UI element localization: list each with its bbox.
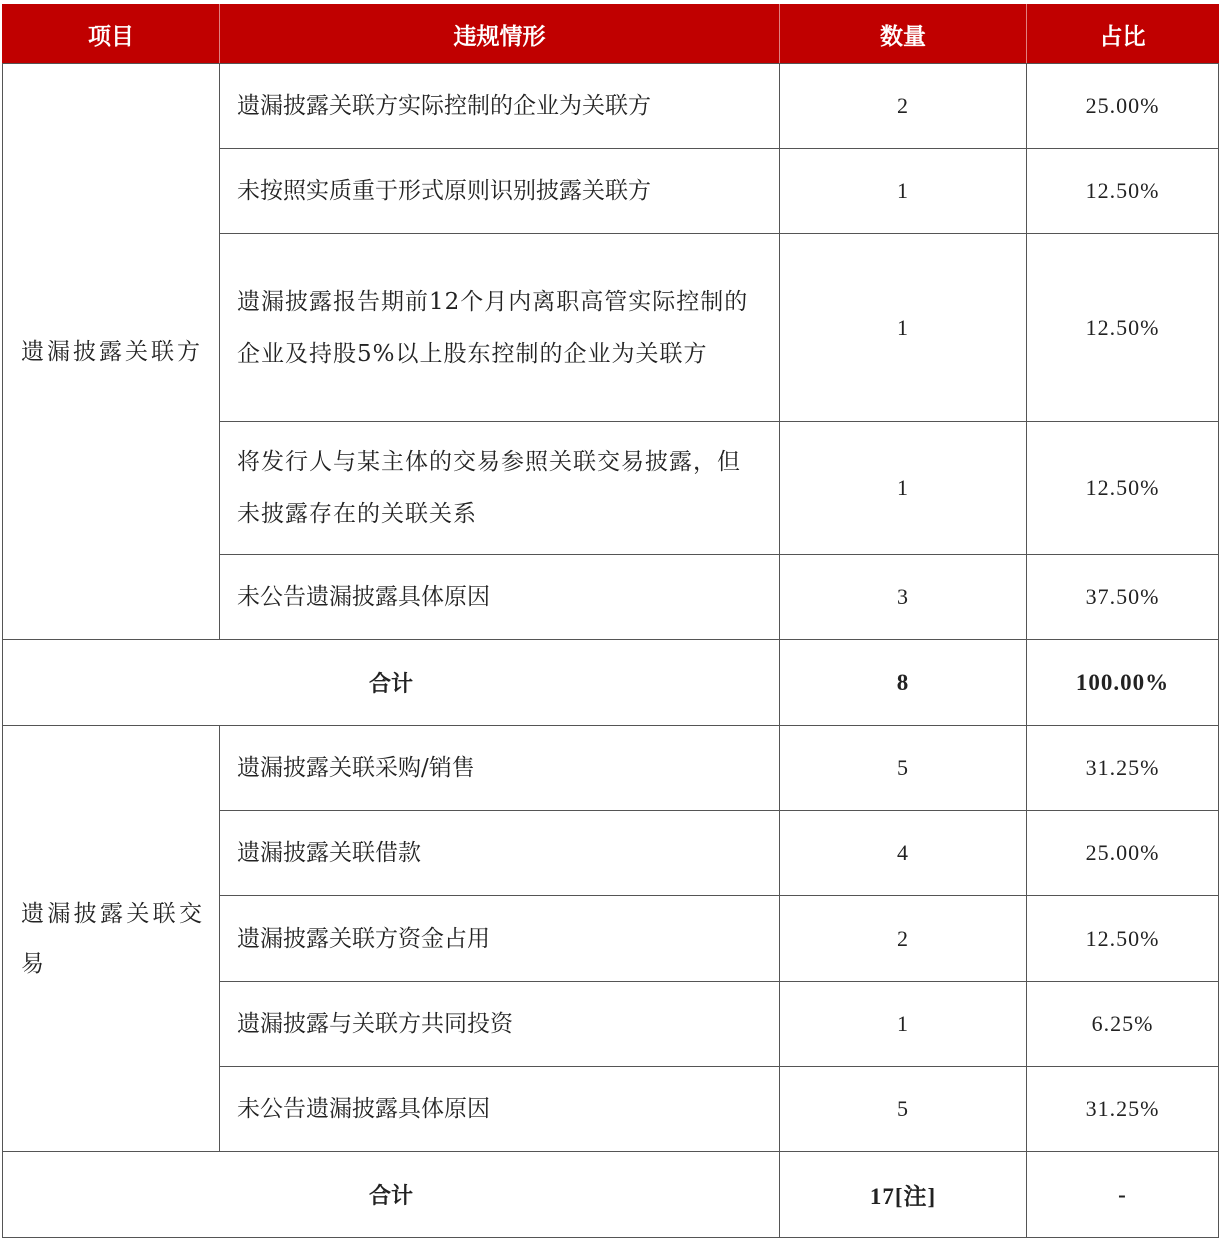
count-cell: 3 [780, 555, 1027, 640]
category-cell: 遗漏披露关联交易 [3, 726, 220, 1152]
table-header-row [3, 5, 1219, 64]
ratio-cell: 25.00% [1027, 64, 1219, 149]
count-cell: 5 [780, 1067, 1027, 1152]
header-item: 项目 [3, 5, 220, 64]
ratio-cell: 12.50% [1027, 149, 1219, 234]
ratio-cell: 31.25% [1027, 1067, 1219, 1152]
total-label: 合计 [3, 640, 780, 726]
ratio-cell: 6.25% [1027, 982, 1219, 1067]
header-count: 数量 [780, 5, 1027, 64]
total-row [3, 1152, 1219, 1238]
header-violation: 违规情形 [220, 5, 780, 64]
ratio-cell: 37.50% [1027, 555, 1219, 640]
violations-table [2, 4, 1219, 1238]
table-row [3, 726, 1219, 811]
violation-cell: 未按照实质重于形式原则识别披露关联方 [220, 149, 780, 234]
violation-cell: 遗漏披露报告期前12个月内离职高管实际控制的企业及持股5%以上股东控制的企业为关联方 [220, 234, 780, 422]
ratio-cell: 31.25% [1027, 726, 1219, 811]
count-cell: 4 [780, 811, 1027, 896]
count-cell: 1 [780, 149, 1027, 234]
ratio-cell: 12.50% [1027, 896, 1219, 982]
ratio-cell: 25.00% [1027, 811, 1219, 896]
total-row [3, 640, 1219, 726]
violation-cell: 遗漏披露关联借款 [220, 811, 780, 896]
violation-cell: 未公告遗漏披露具体原因 [220, 555, 780, 640]
table-row [3, 64, 1219, 149]
count-cell: 1 [780, 982, 1027, 1067]
count-cell: 2 [780, 64, 1027, 149]
ratio-cell: 12.50% [1027, 234, 1219, 422]
violation-cell: 遗漏披露关联方资金占用 [220, 896, 780, 982]
total-count: 8 [780, 640, 1027, 726]
header-ratio: 占比 [1027, 5, 1219, 64]
count-cell: 1 [780, 234, 1027, 422]
total-ratio: 100.00% [1027, 640, 1219, 726]
ratio-cell: 12.50% [1027, 422, 1219, 555]
violation-cell: 将发行人与某主体的交易参照关联交易披露，但未披露存在的关联关系 [220, 422, 780, 555]
violation-cell: 遗漏披露关联方实际控制的企业为关联方 [220, 64, 780, 149]
category-cell: 遗漏披露关联方 [3, 64, 220, 640]
violation-cell: 未公告遗漏披露具体原因 [220, 1067, 780, 1152]
count-cell: 2 [780, 896, 1027, 982]
violation-cell: 遗漏披露关联采购/销售 [220, 726, 780, 811]
violation-cell: 遗漏披露与关联方共同投资 [220, 982, 780, 1067]
total-count: 17[注] [780, 1152, 1027, 1238]
count-cell: 1 [780, 422, 1027, 555]
count-cell: 5 [780, 726, 1027, 811]
total-ratio: - [1027, 1152, 1219, 1238]
total-label: 合计 [3, 1152, 780, 1238]
